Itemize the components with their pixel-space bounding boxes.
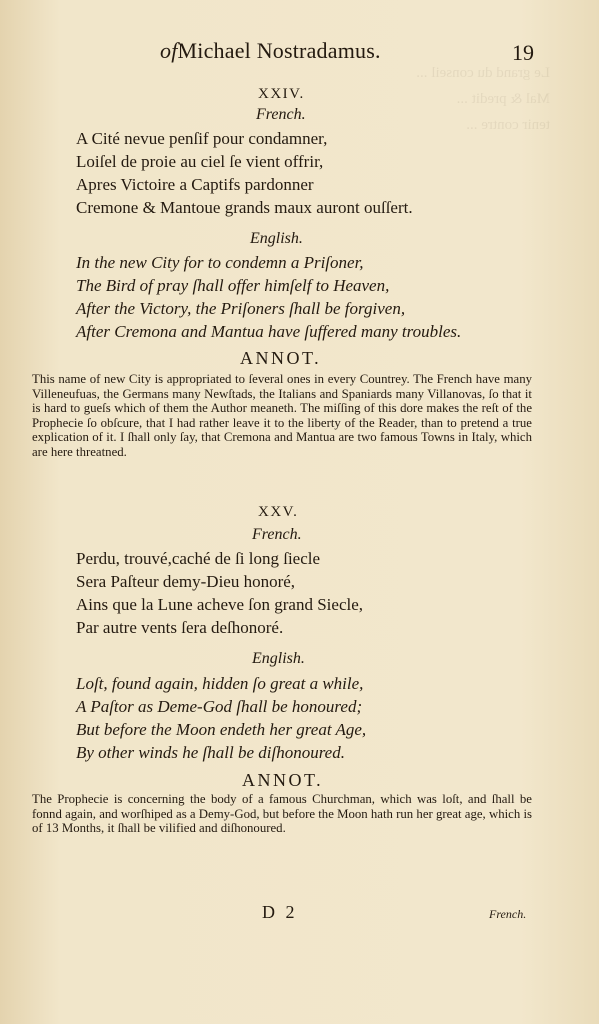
language-heading: French. (252, 526, 302, 543)
annotation-text: This name of new City is appropriated to ſeveral ones in every Countrey. The French have many Villeneufuas, the Germans many Newſtads, the Italians and Spaniards many Villanovas, ſo that it is hard to gueſs which of them the Author meaneth. The miſſing of this dore makes the reſt of the Prophecie ſo obſcure, that I had rather leave it to the liberty of the Reader, than to pretend a true explication of it. I ſhall only ſay, that Cremona and Mantua are two famous Towns in Italy, which are here threatned. (32, 372, 532, 459)
running-head-name: Michael Nostradamus. (177, 38, 381, 63)
verse-line: But before the Moon endeth her great Age, (76, 720, 367, 739)
running-head-of: of (160, 38, 178, 63)
verse-line: Loiſel de proie au ciel ſe vient offrir, (76, 152, 324, 171)
annotation-heading: ANNOT. (240, 348, 322, 368)
annotation-text: The Prophecie is concerning the body of a famous Churchman, which was loſt, and ſhall be fonnd again, and worſhiped as a Demy-God, but before the Moon hath run her great age, which is of 13 Months, it ſhall be vilified and diſhonoured. (32, 792, 532, 836)
annotation-heading: ANNOT. (242, 770, 324, 790)
verse-line: Sera Paſteur demy-Dieu honoré, (76, 572, 296, 591)
language-heading: English. (250, 230, 303, 247)
running-head (160, 38, 381, 64)
quatrain-number: XXV. (258, 504, 299, 520)
verse-line: Loſt, found again, hidden ſo great a while, (76, 674, 364, 693)
show-through-text: Le grand du conseil ... Mal & predit ... tenir contre ... (416, 65, 550, 133)
quatrain-number: XXIV. (258, 86, 305, 102)
verse-line: The Bird of pray ſhall offer himſelf to Heaven, (76, 276, 390, 295)
catchword: French. (489, 907, 527, 921)
verse-line: A Cité nevue penſif pour condamner, (76, 129, 328, 148)
verse-line: By other winds he ſhall be diſhonoured. (76, 743, 345, 762)
verse-line: Par autre vents ſera deſhonoré. (76, 618, 284, 637)
verse-line: Apres Victoire a Captifs pardonner (76, 175, 314, 194)
verse-line: Cremone & Mantoue grands maux auront ouſſert. (76, 198, 413, 217)
verse-line: In the new City for to condemn a Priſoner, (76, 253, 364, 272)
verse-line: Perdu, trouvé,caché de ſi long ſiecle (76, 549, 321, 568)
verse-line: A Paſtor as Deme-God ſhall be honoured; (76, 697, 363, 716)
verse-line: After the Victory, the Priſoners ſhall be forgiven, (76, 299, 406, 318)
language-heading: French. (256, 106, 306, 123)
page-number: 19 (512, 40, 534, 65)
verse-line: After Cremona and Mantua have ſuffered many troubles. (76, 322, 462, 341)
verse-line: Ains que la Lune acheve ſon grand Siecle, (76, 595, 364, 614)
signature-mark: D 2 (262, 902, 298, 922)
language-heading: English. (252, 650, 305, 667)
